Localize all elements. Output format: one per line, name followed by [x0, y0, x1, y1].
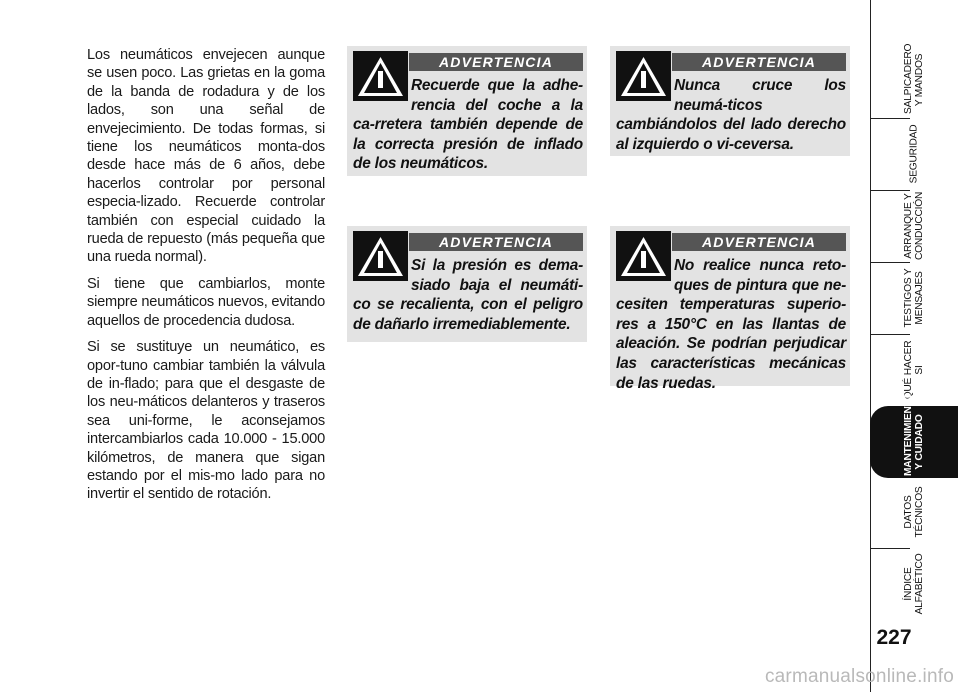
tab-que-hacer-si[interactable]: QUÉ HACER SI — [903, 340, 925, 400]
warning-label: ADVERTENCIA — [672, 233, 846, 251]
warning-text: Nunca cruce los neumá-ticos cambiándolos del lado derecho al izquierdo o vi-ceversa. — [616, 77, 846, 153]
tab-divider — [870, 262, 910, 263]
warning-label: ADVERTENCIA — [672, 53, 846, 71]
tab-divider — [870, 118, 910, 119]
tab-divider — [870, 190, 910, 191]
warning-text: Recuerde que la adhe-rencia del coche a la ca-rretera también depende de la correcta presión de inflado de los neumáticos. — [353, 77, 583, 173]
section-tabs — [868, 0, 960, 692]
body-paragraph-3: Si se sustituye un neumático, es opor-tuno cambiar también la válvula de in-flado; para que el desgaste de los neu-máticos delanteros y traseros sea uni-forme, le aconsejamos intercambiarlos cada 10.000 - 15.000 kilómetros, de manera que sigan estando por el mis-mo lado para no invertir el sentido de rotación. — [87, 339, 325, 503]
warning-label: ADVERTENCIA — [409, 233, 583, 251]
tab-divider — [870, 548, 910, 549]
tab-salpicadero[interactable]: SALPICADERO Y MANDOS — [903, 43, 925, 114]
warning-text: Si la presión es dema-siado baja el neumáti-co se recalienta, con el peligro de dañarlo irremediablemente. — [353, 257, 583, 333]
warning-box-crossing — [610, 46, 850, 156]
warning-box-adhesion — [347, 46, 587, 176]
tab-datos-tecnicos[interactable]: DATOS TÉCNICOS — [903, 486, 925, 538]
tab-divider — [870, 334, 910, 335]
tab-mantenimiento[interactable]: MANTENIMIENTO Y CUIDADO — [870, 406, 958, 478]
warning-label: ADVERTENCIA — [409, 53, 583, 71]
warning-box-pressure — [347, 226, 587, 342]
body-paragraph-2: Si tiene que cambiarlos, monte siempre neumáticos nuevos, evitando aquellos de procedencia dudosa. — [87, 275, 325, 329]
body-paragraph-1: Los neumáticos envejecen aunque se usen poco. Las grietas en la goma de la banda de rodadura y de los lados, son una señal de envejecimiento. De todas formas, si tiene los neumáticos monta-dos desde hace más de 6 años, debe hacerlos controlar por personal especia-lizado. Recuerde controlar también con especial cuidado la rueda de repuesto (más pequeña que una rueda normal). — [87, 47, 325, 266]
warning-box-paint — [610, 226, 850, 392]
tab-seguridad[interactable]: SEGURIDAD — [908, 124, 920, 184]
tab-indice[interactable]: ÍNDICE ALFABÉTICO — [903, 553, 925, 615]
warning-text: No realice nunca reto-ques de pintura que ne-cesiten temperaturas superio-res a 150°C en las llantas de aleación. Se podrían perjudicar las características mecánicas de las ruedas. — [616, 257, 846, 392]
page-number: 227 — [876, 626, 912, 649]
watermark: carmanualsonline.info — [764, 666, 954, 687]
tab-arranque[interactable]: ARRANQUE Y CONDUCCIÓN — [903, 191, 925, 260]
tab-testigos[interactable]: TESTIGOS Y MENSAJES — [903, 268, 925, 328]
body-text — [87, 46, 325, 512]
